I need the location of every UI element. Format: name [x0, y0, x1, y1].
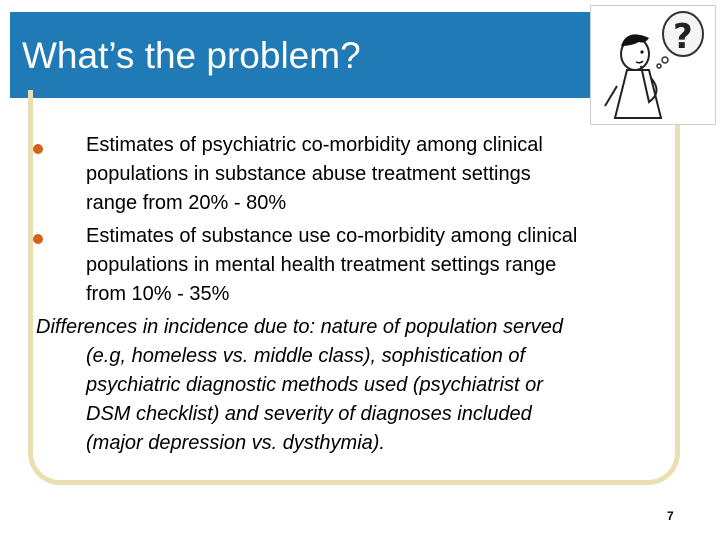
- differences-line-4: DSM checklist) and severity of diagnoses included: [86, 403, 532, 425]
- differences-line-1: Differences in incidence due to: nature of population served: [36, 316, 564, 338]
- slide-title: What’s the problem?: [22, 35, 361, 76]
- clipart-svg: [591, 6, 715, 124]
- differences-line-2: (e.g, homeless vs. middle class), sophistication of: [86, 345, 526, 367]
- bullet-1-line-2: populations in substance abuse treatment settings: [86, 163, 531, 185]
- bullet-2-line-1: Estimates of substance use co-morbidity among clinical: [86, 225, 578, 247]
- thinking-person-question-mark-icon: [590, 5, 716, 125]
- bullet-dot-1: [33, 144, 43, 154]
- bullet-2-line-3: from 10% - 35%: [86, 283, 230, 305]
- bullet-dot-2: [33, 234, 43, 244]
- bullet-1-line-3: range from 20% - 80%: [86, 192, 287, 214]
- differences-line-3: psychiatric diagnostic methods used (psychiatrist or: [86, 374, 543, 396]
- svg-text:?: ?: [673, 17, 693, 57]
- differences-line-5: (major depression vs. dysthymia).: [86, 432, 385, 454]
- bullet-2-line-2: populations in mental health treatment settings range: [86, 254, 557, 276]
- page-number: 7: [667, 509, 674, 523]
- bullet-1-line-1: Estimates of psychiatric co-morbidity among clinical: [86, 134, 543, 156]
